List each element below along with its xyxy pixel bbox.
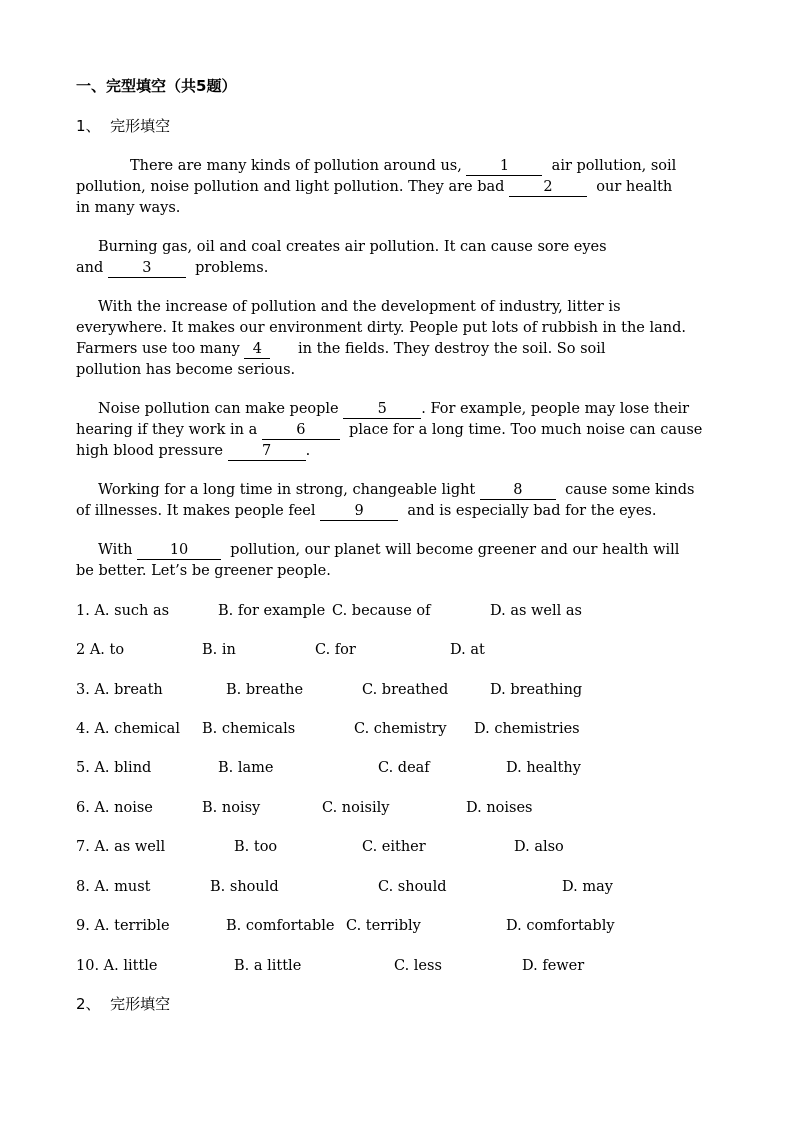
passage-text: There are many kinds of pollution around us, xyxy=(130,158,467,174)
passage-text: in the fields. They destroy the soil. So soil xyxy=(270,341,606,357)
passage-line xyxy=(76,501,656,522)
option-a: 8. A. must xyxy=(76,879,151,895)
option-b: B. too xyxy=(234,839,278,855)
option-b: B. in xyxy=(202,642,236,658)
passage-line xyxy=(98,480,694,501)
passage-text: pollution, noise pollution and light pollution. They are bad xyxy=(76,179,510,195)
passage-text: cause some kinds xyxy=(555,482,695,498)
question-2-label: 2、 完形填空 xyxy=(76,995,171,1013)
passage-line xyxy=(76,441,310,462)
option-b: B. for example xyxy=(218,603,326,619)
option-a: 4. A. chemical xyxy=(76,721,180,737)
option-b: B. lame xyxy=(218,760,274,776)
option-c: C. either xyxy=(362,839,426,855)
option-a: 1. A. such as xyxy=(76,603,170,619)
passage-line: Burning gas, oil and coal creates air pollution. It can cause sore eyes xyxy=(98,239,607,255)
option-d: D. chemistries xyxy=(474,721,580,737)
option-c: C. chemistry xyxy=(354,721,447,737)
option-b: B. breathe xyxy=(226,682,304,698)
passage-text: Noise pollution can make people xyxy=(98,401,344,417)
passage-text: pollution, our planet will become greener and our health will xyxy=(221,542,680,558)
passage-line xyxy=(76,339,606,360)
passage-text: problems. xyxy=(185,260,269,276)
passage-text: Working for a long time in strong, changeable light xyxy=(98,482,480,498)
blank-3: 3 xyxy=(108,260,186,278)
option-d: D. comfortably xyxy=(506,918,615,934)
passage-line xyxy=(98,399,689,420)
option-b: B. should xyxy=(210,879,279,895)
option-a: 2 A. to xyxy=(76,642,125,658)
blank-1: 1 xyxy=(466,158,542,176)
passage-text: and is especially bad for the eyes. xyxy=(398,503,657,519)
option-b: B. comfortable xyxy=(226,918,335,934)
blank-2: 2 xyxy=(509,179,587,197)
blank-8: 8 xyxy=(480,482,556,500)
option-c: C. should xyxy=(378,879,447,895)
passage-text: hearing if they work in a xyxy=(76,422,262,438)
option-d: D. at xyxy=(450,642,485,658)
option-c: C. noisily xyxy=(322,800,390,816)
passage-line xyxy=(76,258,268,279)
option-d: D. healthy xyxy=(506,760,581,776)
option-d: D. noises xyxy=(466,800,533,816)
question-1-label: 1、 完形填空 xyxy=(76,117,171,135)
passage-text: Farmers use too many xyxy=(76,341,245,357)
option-d: D. fewer xyxy=(522,958,585,974)
passage-text: high blood pressure xyxy=(76,443,228,459)
option-a: 7. A. as well xyxy=(76,839,166,855)
option-d: D. also xyxy=(514,839,564,855)
passage-line xyxy=(130,156,676,177)
option-c: C. for xyxy=(315,642,356,658)
option-c: C. deaf xyxy=(378,760,430,776)
option-a: 5. A. blind xyxy=(76,760,152,776)
option-c: C. less xyxy=(394,958,442,974)
passage-text: and xyxy=(76,260,108,276)
option-a: 9. A. terrible xyxy=(76,918,170,934)
option-b: B. noisy xyxy=(202,800,261,816)
passage-line: in many ways. xyxy=(76,200,181,216)
section-title: 一、完型填空（共5题） xyxy=(76,77,237,95)
option-c: C. because of xyxy=(332,603,431,619)
option-a: 3. A. breath xyxy=(76,682,163,698)
passage-text: With xyxy=(98,542,138,558)
blank-4: 4 xyxy=(244,341,270,359)
passage-line: be better. Let’s be greener people. xyxy=(76,563,331,579)
passage-line: everywhere. It makes our environment dirty. People put lots of rubbish in the land. xyxy=(76,320,686,336)
passage-text: place for a long time. Too much noise can cause xyxy=(339,422,703,438)
passage-line: pollution has become serious. xyxy=(76,362,296,378)
passage-line: With the increase of pollution and the development of industry, litter is xyxy=(98,299,621,315)
passage-text: . For example, people may lose their xyxy=(421,401,690,417)
option-c: C. terribly xyxy=(346,918,421,934)
blank-9: 9 xyxy=(320,503,398,521)
passage-text: of illnesses. It makes people feel xyxy=(76,503,321,519)
option-d: D. breathing xyxy=(490,682,583,698)
passage-text: air pollution, soil xyxy=(542,158,677,174)
blank-6: 6 xyxy=(262,422,340,440)
blank-5: 5 xyxy=(343,401,421,419)
option-a: 10. A. little xyxy=(76,958,158,974)
option-b: B. chemicals xyxy=(202,721,296,737)
option-d: D. may xyxy=(562,879,613,895)
passage-line xyxy=(76,177,672,198)
blank-7: 7 xyxy=(228,443,306,461)
option-b: B. a little xyxy=(234,958,302,974)
blank-10: 10 xyxy=(137,542,221,560)
passage-line xyxy=(76,420,702,441)
passage-line xyxy=(98,540,679,561)
passage-text: . xyxy=(305,443,311,459)
option-c: C. breathed xyxy=(362,682,449,698)
option-d: D. as well as xyxy=(490,603,582,619)
option-a: 6. A. noise xyxy=(76,800,153,816)
passage-text: our health xyxy=(587,179,673,195)
